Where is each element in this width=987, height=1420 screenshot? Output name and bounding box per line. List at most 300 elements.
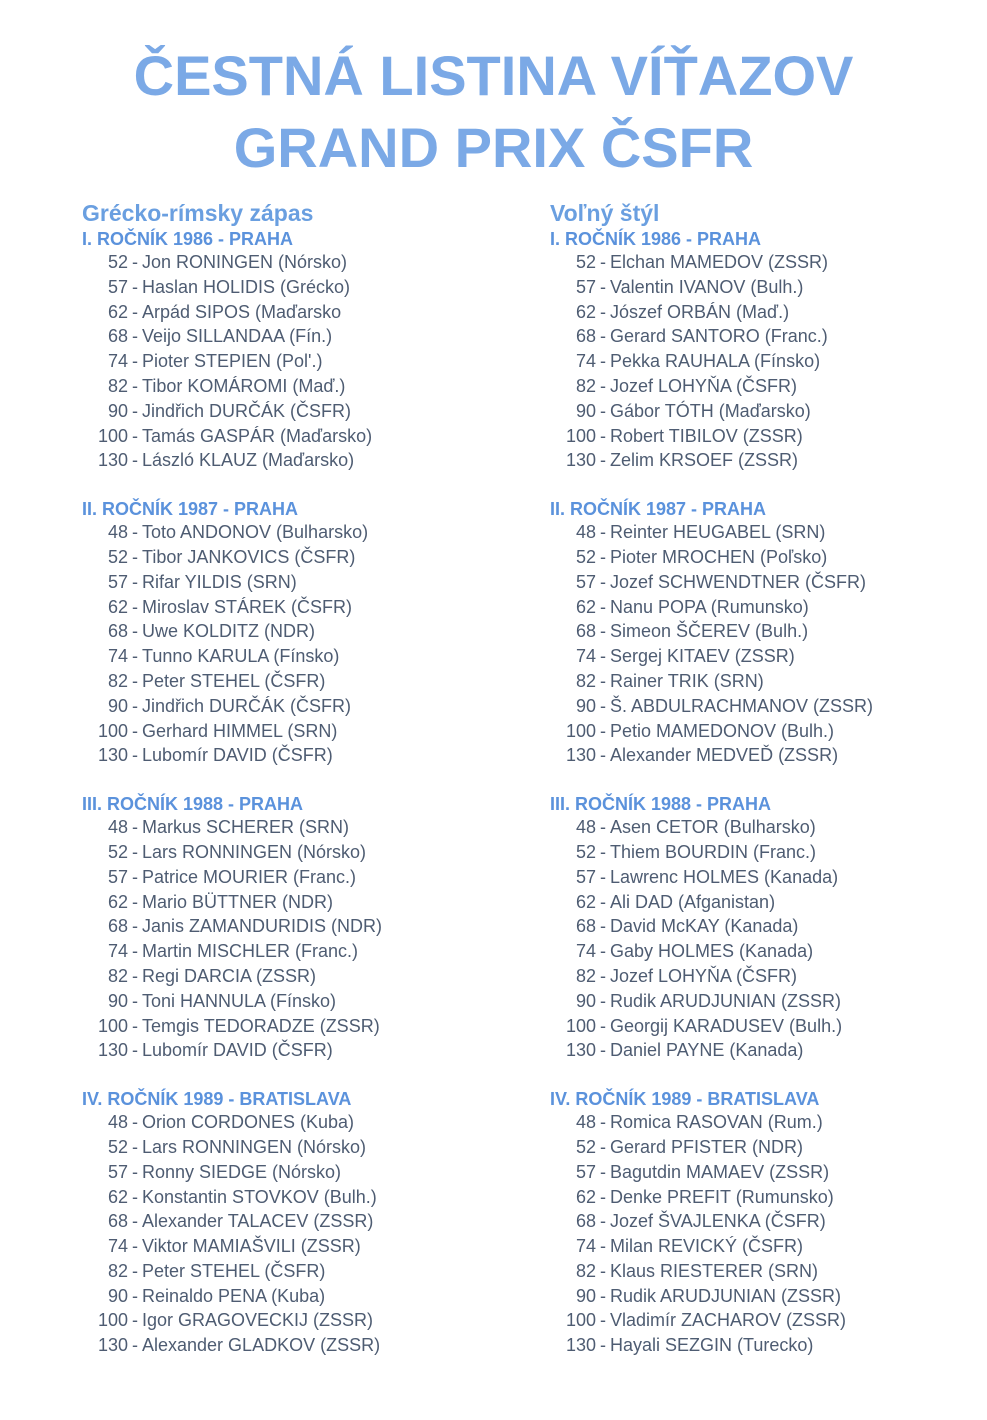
winner-name: Reinaldo PENA (Kuba) [142, 1285, 326, 1306]
winner-name: Regi DARCIA (ZSSR) [142, 965, 317, 986]
list-item [550, 300, 970, 325]
list-item [550, 399, 970, 424]
list-item [82, 1234, 502, 1259]
separator: - [132, 941, 138, 962]
weight-class: 82 [107, 1260, 128, 1281]
separator: - [132, 1236, 138, 1257]
weight-class: 90 [575, 695, 596, 716]
section-title: I. ROČNÍK 1986 - PRAHA [550, 229, 762, 249]
winner-name: Gerard PFISTER (NDR) [610, 1136, 804, 1157]
winner-name: Milan REVICKÝ (ČSFR) [610, 1236, 804, 1257]
weight-class: 82 [575, 375, 596, 396]
separator: - [600, 646, 606, 667]
weight-class: 52 [575, 546, 596, 567]
separator: - [132, 1186, 138, 1207]
separator: - [600, 1015, 606, 1036]
weight-class: 100 [97, 1015, 128, 1036]
separator: - [132, 1211, 138, 1232]
separator: - [132, 351, 138, 372]
separator: - [132, 695, 138, 716]
list-item [82, 1333, 502, 1358]
winner-name: Tibor KOMÁROMI (Maď.) [142, 375, 346, 396]
list-item [550, 865, 970, 890]
list-item [82, 1014, 502, 1039]
weight-class: 57 [575, 276, 596, 297]
winner-name: Robert TIBILOV (ZSSR) [610, 425, 803, 446]
weight-class: 74 [107, 941, 128, 962]
column-greco-roman [82, 198, 502, 1358]
list-item [550, 840, 970, 865]
list-item [550, 719, 970, 744]
winner-name: Asen CETOR (Bulharsko) [610, 817, 816, 838]
winner-name: Gaby HOLMES (Kanada) [610, 941, 814, 962]
winner-name: Ronny SIEDGE (Nórsko) [142, 1161, 342, 1182]
list-item [550, 349, 970, 374]
weight-class: 130 [97, 745, 128, 766]
winner-name: Lars RONNINGEN (Nórsko) [142, 1136, 367, 1157]
weight-class: 62 [107, 1186, 128, 1207]
winner-name: Romica RASOVAN (Rum.) [610, 1112, 823, 1133]
weight-class: 68 [575, 326, 596, 347]
winner-name: Lubomír DAVID (ČSFR) [142, 1040, 333, 1061]
separator: - [600, 546, 606, 567]
list-item [550, 1333, 970, 1358]
winner-name: Lubomír DAVID (ČSFR) [142, 745, 333, 766]
winner-name: Rainer TRIK (SRN) [610, 670, 764, 691]
weight-class: 48 [575, 817, 596, 838]
list-item [550, 324, 970, 349]
list-item [550, 743, 970, 768]
separator: - [132, 720, 138, 741]
list-item [550, 1284, 970, 1309]
year-section [550, 1088, 970, 1358]
weight-class: 57 [107, 571, 128, 592]
winner-name: Elchan MAMEDOV (ZSSR) [610, 252, 829, 272]
weight-class: 68 [107, 326, 128, 347]
list-item [550, 989, 970, 1014]
weight-class: 90 [575, 990, 596, 1011]
list-item [550, 424, 970, 449]
separator: - [132, 817, 138, 838]
separator: - [600, 252, 606, 272]
separator: - [132, 990, 138, 1011]
sections-list [82, 228, 502, 1358]
separator: - [600, 1211, 606, 1232]
weight-class: 68 [107, 1211, 128, 1232]
list-item [82, 890, 502, 915]
weight-class: 82 [107, 965, 128, 986]
separator: - [600, 916, 606, 937]
weight-class: 74 [107, 1236, 128, 1257]
list-item [82, 1209, 502, 1234]
winner-name: Tunno KARULA (Fínsko) [142, 646, 340, 667]
column-heading: Grécko-rímsky zápas [82, 200, 314, 226]
separator: - [600, 375, 606, 396]
list-item [550, 815, 970, 840]
separator: - [132, 400, 138, 421]
list-item [550, 619, 970, 644]
separator: - [600, 1335, 606, 1356]
list-item [82, 669, 502, 694]
winner-name: Bagutdin MAMAEV (ZSSR) [610, 1161, 830, 1182]
winner-name: Jozef ŠVAJLENKA (ČSFR) [610, 1211, 826, 1232]
separator: - [600, 1236, 606, 1257]
winner-name: Tamás GASPÁR (Maďarsko) [142, 425, 373, 446]
weight-class: 48 [107, 817, 128, 838]
list-item [82, 1284, 502, 1309]
list-item [82, 719, 502, 744]
list-item [82, 1259, 502, 1284]
separator: - [132, 301, 138, 322]
winner-name: Toni HANNULA (Fínsko) [142, 990, 337, 1011]
separator: - [600, 1136, 606, 1157]
weight-class: 48 [107, 1112, 128, 1133]
list-item [82, 424, 502, 449]
weight-class: 74 [575, 646, 596, 667]
list-item [82, 694, 502, 719]
weight-class: 48 [575, 522, 596, 543]
separator: - [600, 695, 606, 716]
list-item [550, 448, 970, 473]
winner-name: Peter STEHEL (ČSFR) [142, 1260, 326, 1281]
section-title: III. ROČNÍK 1988 - PRAHA [550, 794, 772, 815]
separator: - [132, 252, 138, 272]
winner-name: Uwe KOLDITZ (NDR) [142, 621, 316, 642]
winner-name: Klaus RIESTERER (SRN) [610, 1260, 819, 1281]
winner-name: Temgis TEDORADZE (ZSSR) [142, 1015, 380, 1036]
weight-class: 82 [575, 965, 596, 986]
list-item [550, 669, 970, 694]
list-item [82, 840, 502, 865]
weight-class: 52 [107, 1136, 128, 1157]
winner-name: Viktor MAMIAŠVILI (ZSSR) [142, 1236, 361, 1257]
winner-name: Georgij KARADUSEV (Bulh.) [610, 1015, 843, 1036]
separator: - [600, 817, 606, 838]
weight-class: 52 [575, 841, 596, 862]
separator: - [132, 841, 138, 862]
list-item [550, 1160, 970, 1185]
weight-class: 130 [565, 1335, 596, 1356]
year-section [82, 1088, 502, 1358]
list-item [550, 1308, 970, 1333]
weight-class: 68 [575, 1211, 596, 1232]
separator: - [132, 596, 138, 617]
winner-name: Gábor TÓTH (Maďarsko) [610, 400, 811, 421]
separator: - [132, 621, 138, 642]
separator: - [600, 1310, 606, 1331]
list-item [82, 1135, 502, 1160]
separator: - [132, 571, 138, 592]
separator: - [600, 400, 606, 421]
list-item [82, 275, 502, 300]
separator: - [600, 351, 606, 372]
winner-name: Daniel PAYNE (Kanada) [610, 1040, 804, 1061]
list-item [550, 1185, 970, 1210]
section-title: IV. ROČNÍK 1989 - BRATISLAVA [82, 1089, 352, 1110]
winner-name: Zelim KRSOEF (ZSSR) [610, 450, 799, 471]
list-item [550, 694, 970, 719]
weight-class: 82 [575, 670, 596, 691]
winner-name: Alexander GLADKOV (ZSSR) [142, 1335, 381, 1356]
list-item [82, 1160, 502, 1185]
list-item [82, 939, 502, 964]
winner-name: Arpád SIPOS (Maďarsko [142, 301, 342, 322]
separator: - [600, 1161, 606, 1182]
weight-class: 100 [97, 720, 128, 741]
sections-list [550, 228, 970, 1358]
weight-class: 90 [107, 990, 128, 1011]
separator: - [600, 1260, 606, 1281]
separator: - [600, 326, 606, 347]
winner-name: Alexander MEDVEĎ (ZSSR) [610, 745, 839, 766]
winner-name: Vladimír ZACHAROV (ZSSR) [610, 1310, 847, 1331]
winner-name: Thiem BOURDIN (Franc.) [610, 841, 817, 862]
list-item [82, 914, 502, 939]
winner-name: Š. ABDULRACHMANOV (ZSSR) [610, 695, 874, 716]
winner-name: Nanu POPA (Rumunsko) [610, 596, 809, 617]
weight-class: 100 [565, 1310, 596, 1331]
page-title-line-1: ČESTNÁ LISTINA VÍŤAZOV [133, 44, 854, 107]
separator: - [600, 670, 606, 691]
list-item [82, 989, 502, 1014]
weight-class: 100 [97, 1310, 128, 1331]
weight-class: 82 [107, 670, 128, 691]
weight-class: 52 [107, 546, 128, 567]
section-title: III. ROČNÍK 1988 - PRAHA [82, 794, 304, 815]
list-item [82, 250, 502, 275]
separator: - [600, 450, 606, 471]
list-item [82, 399, 502, 424]
winner-name: Denke PREFIT (Rumunsko) [610, 1186, 834, 1207]
weight-class: 57 [107, 1161, 128, 1182]
list-item [82, 815, 502, 840]
list-item [82, 324, 502, 349]
separator: - [600, 1040, 606, 1061]
page-title-line-2: GRAND PRIX ČSFR [233, 116, 754, 179]
weight-class: 100 [565, 720, 596, 741]
separator: - [132, 866, 138, 887]
separator: - [600, 596, 606, 617]
list-item [550, 570, 970, 595]
winner-name: Miroslav STÁREK (ČSFR) [142, 596, 353, 617]
weight-class: 52 [107, 252, 128, 272]
winner-name: Hayali SEZGIN (Turecko) [610, 1335, 814, 1356]
winner-name: Veijo SILLANDAA (Fín.) [142, 326, 333, 347]
list-item [82, 374, 502, 399]
winner-name: Haslan HOLIDIS (Grécko) [142, 276, 351, 297]
weight-class: 74 [575, 941, 596, 962]
separator: - [600, 522, 606, 543]
winner-name: Tibor JANKOVICS (ČSFR) [142, 546, 356, 567]
list-item [82, 964, 502, 989]
winner-name: Lars RONNINGEN (Nórsko) [142, 841, 367, 862]
winner-name: Alexander TALACEV (ZSSR) [142, 1211, 374, 1232]
weight-class: 90 [575, 1285, 596, 1306]
weight-class: 130 [565, 450, 596, 471]
list-item [82, 349, 502, 374]
weight-class: 52 [575, 252, 596, 272]
weight-class: 82 [107, 375, 128, 396]
winner-name: Rudik ARUDJUNIAN (ZSSR) [610, 990, 842, 1011]
separator: - [600, 276, 606, 297]
weight-class: 48 [107, 522, 128, 543]
winner-name: Jószef ORBÁN (Maď.) [610, 301, 790, 322]
separator: - [132, 450, 138, 471]
winner-name: Gerard SANTORO (Franc.) [610, 326, 828, 347]
list-item [550, 520, 970, 545]
separator: - [132, 546, 138, 567]
winner-name: Konstantin STOVKOV (Bulh.) [142, 1186, 377, 1207]
separator: - [132, 1310, 138, 1331]
list-item [82, 865, 502, 890]
weight-class: 57 [575, 1161, 596, 1182]
weight-class: 68 [107, 621, 128, 642]
list-item [550, 939, 970, 964]
separator: - [600, 745, 606, 766]
separator: - [600, 941, 606, 962]
list-item [550, 275, 970, 300]
weight-class: 90 [575, 400, 596, 421]
weight-class: 52 [107, 841, 128, 862]
weight-class: 130 [97, 1040, 128, 1061]
year-section [550, 228, 970, 473]
separator: - [600, 990, 606, 1011]
winner-name: Toto ANDONOV (Bulharsko) [142, 522, 369, 543]
weight-class: 74 [575, 1236, 596, 1257]
separator: - [132, 1112, 138, 1133]
separator: - [600, 841, 606, 862]
list-item [82, 300, 502, 325]
winner-name: Markus SCHERER (SRN) [142, 817, 350, 838]
weight-class: 74 [107, 351, 128, 372]
weight-class: 62 [575, 596, 596, 617]
weight-class: 57 [575, 866, 596, 887]
winner-name: Peter STEHEL (ČSFR) [142, 670, 326, 691]
weight-class: 68 [575, 916, 596, 937]
separator: - [132, 670, 138, 691]
winner-name: Jindřich DURČÁK (ČSFR) [142, 695, 352, 716]
winner-name: Mario BÜTTNER (NDR) [142, 891, 333, 912]
list-item [82, 1308, 502, 1333]
winner-name: Jon RONINGEN (Nórsko) [142, 252, 348, 272]
list-item [82, 743, 502, 768]
list-item [82, 520, 502, 545]
list-item [550, 1014, 970, 1039]
year-section [550, 793, 970, 1063]
separator: - [600, 866, 606, 887]
weight-class: 62 [107, 596, 128, 617]
list-item [550, 644, 970, 669]
winner-name: Ali DAD (Afganistan) [610, 891, 776, 912]
winner-name: Gerhard HIMMEL (SRN) [142, 720, 338, 741]
weight-class: 74 [575, 351, 596, 372]
separator: - [132, 1015, 138, 1036]
list-item [82, 545, 502, 570]
weight-class: 62 [107, 301, 128, 322]
winner-name: Janis ZAMANDURIDIS (NDR) [142, 916, 383, 937]
list-item [82, 644, 502, 669]
separator: - [132, 425, 138, 446]
weight-class: 62 [575, 1186, 596, 1207]
list-item [550, 964, 970, 989]
separator: - [600, 1285, 606, 1306]
weight-class: 130 [97, 450, 128, 471]
list-item [82, 595, 502, 620]
column-heading: Voľný štýl [550, 200, 660, 226]
separator: - [600, 571, 606, 592]
winner-name: Patrice MOURIER (Franc.) [142, 866, 357, 887]
list-item [550, 914, 970, 939]
winner-name: Jozef SCHWENDTNER (ČSFR) [610, 571, 867, 592]
winner-name: Igor GRAGOVECKIJ (ZSSR) [142, 1310, 374, 1331]
separator: - [132, 375, 138, 396]
year-section [82, 498, 502, 768]
list-item [82, 570, 502, 595]
year-section [550, 498, 970, 768]
separator: - [600, 1112, 606, 1133]
separator: - [132, 326, 138, 347]
separator: - [600, 965, 606, 986]
winner-name: Valentin IVANOV (Bulh.) [610, 276, 804, 297]
list-item [550, 1209, 970, 1234]
separator: - [600, 301, 606, 322]
winner-name: Rudik ARUDJUNIAN (ZSSR) [610, 1285, 842, 1306]
winner-name: Sergej KITAEV (ZSSR) [610, 646, 795, 667]
list-item [82, 1185, 502, 1210]
separator: - [600, 425, 606, 446]
weight-class: 62 [575, 891, 596, 912]
list-item [550, 1234, 970, 1259]
winner-name: Jozef LOHYŇA (ČSFR) [610, 965, 798, 986]
weight-class: 74 [107, 646, 128, 667]
separator: - [132, 522, 138, 543]
section-title: II. ROČNÍK 1987 - PRAHA [550, 499, 767, 520]
weight-class: 68 [575, 621, 596, 642]
list-item [550, 1259, 970, 1284]
list-item [550, 1110, 970, 1135]
year-section [82, 793, 502, 1063]
weight-class: 57 [107, 866, 128, 887]
weight-class: 82 [575, 1260, 596, 1281]
winner-name: Pioter MROCHEN (Poľsko) [610, 546, 828, 567]
list-item [550, 250, 970, 275]
weight-class: 100 [565, 1015, 596, 1036]
section-title: I. ROČNÍK 1986 - PRAHA [82, 229, 294, 249]
section-title: II. ROČNÍK 1987 - PRAHA [82, 499, 299, 520]
list-item [550, 890, 970, 915]
weight-class: 130 [97, 1335, 128, 1356]
winner-name: Lawrenc HOLMES (Kanada) [610, 866, 839, 887]
list-item [550, 374, 970, 399]
winner-name: Jindřich DURČÁK (ČSFR) [142, 400, 352, 421]
separator: - [132, 646, 138, 667]
weight-class: 130 [565, 1040, 596, 1061]
separator: - [132, 1285, 138, 1306]
winner-name: László KLAUZ (Maďarsko) [142, 450, 355, 471]
winner-name: Pekka RAUHALA (Fínsko) [610, 351, 821, 372]
section-title: IV. ROČNÍK 1989 - BRATISLAVA [550, 1089, 820, 1110]
list-item [550, 545, 970, 570]
separator: - [132, 1260, 138, 1281]
list-item [550, 595, 970, 620]
column-freestyle [550, 198, 970, 1358]
weight-class: 100 [97, 425, 128, 446]
separator: - [132, 1161, 138, 1182]
list-item [82, 1038, 502, 1063]
weight-class: 68 [107, 916, 128, 937]
winner-name: Simeon ŠČEREV (Bulh.) [610, 621, 809, 642]
list-item [82, 1110, 502, 1135]
